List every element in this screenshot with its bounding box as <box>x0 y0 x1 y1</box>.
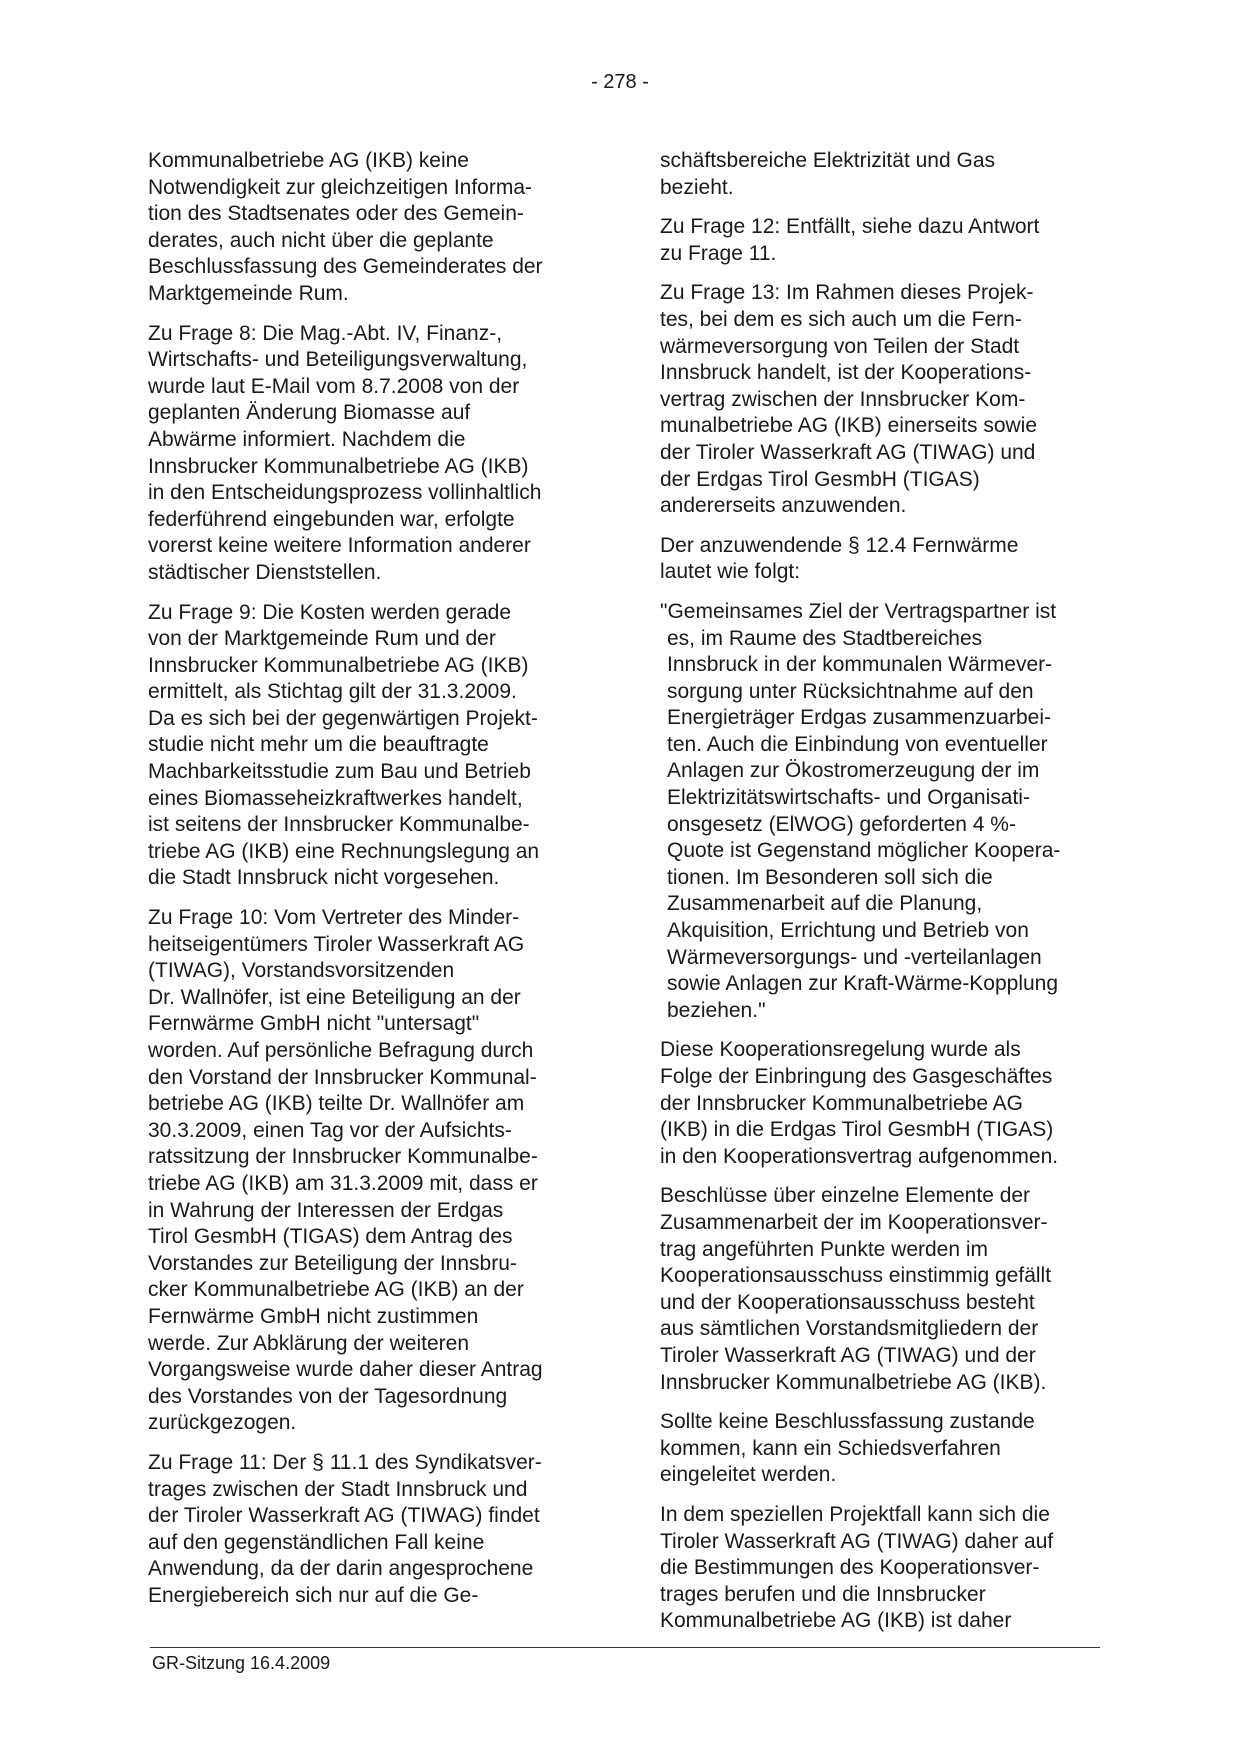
paragraph: Diese Kooperationsregelung wurde als Folge der Einbringung des Gasgeschäftes der Innsbrucker Kommunalbetriebe AG (IKB) in die Erdgas Tirol GesmbH (TIGAS) in den Kooperationsvertrag aufgenommen. <box>660 1038 1059 1168</box>
left-column <box>148 148 593 1622</box>
quote-paragraph: "Gemeinsames Ziel der Vertragspartner ist es, im Raume des Stadtbereiches Innsbruck in der kommunalen Wärmever- sorgung unter Rücksichtnahme auf den Energieträger Erdgas zusammenzuarbei- ten. Auch die Einbindung von eventueller Anlagen zur Ökostromerzeugung der im Elektrizitätswirtschafts- und Organisati- onsgesetz (ElWOG) geforderten 4 %- Quote ist Gegenstand möglicher Koopera- tionen. Im Besonderen soll sich die Zusammenarbeit auf die Planung, Akquisition, Errichtung und Betrieb von Wärmeversorgungs- und -verteilanlagen sowie Anlagen zur Kraft-Wärme-Kopplung beziehen." <box>660 599 1061 1022</box>
paragraph: Sollte keine Beschlussfassung zustande kommen, kann ein Schiedsverfahren eingeleitet werden. <box>660 1410 1035 1487</box>
paragraph-frage-11: Zu Frage 11: Der § 11.1 des Syndikatsver- trages zwischen der Stadt Innsbruck und der Tiroler Wasserkraft AG (TIWAG) findet auf den gegenständlichen Fall keine Anwendung, da der darin angesprochene Energiebereich sich nur auf die Ge- <box>148 1450 542 1607</box>
page-number: - 278 - <box>591 71 649 93</box>
paragraph-frage-13: Zu Frage 13: Im Rahmen dieses Projek- tes, bei dem es sich auch um die Fern- wärmeversorgung von Teilen der Stadt Innsbruck handelt, ist der Kooperations- vertrag zwischen der Innsbrucker Kom- munalbetriebe AG (IKB) einerseits sowie der Tiroler Wasserkraft AG (TIWAG) und der Erdgas Tirol GesmbH (TIGAS) andererseits anzuwenden. <box>660 281 1038 518</box>
paragraph: Der anzuwendende § 12.4 Fernwärme lautet wie folgt: <box>660 533 1019 584</box>
right-column <box>660 148 1110 1648</box>
paragraph-frage-10: Zu Frage 10: Vom Vertreter des Minder- heitseigentümers Tiroler Wasserkraft AG (TIWAG), Vorstandsvorsitzenden Dr. Wallnöfer, ist eine Beteiligung an der Fernwärme GmbH nicht "untersagt" worden. Auf persönliche Befragung durch den Vorstand der Innsbrucker Kommunal- betriebe AG (IKB) teilte Dr. Wallnöfer am 30.3.2009, einen Tag vor der Aufsichts- ratssitzung der Innsbrucker Kommunalbe- triebe AG (IKB) am 31.3.2009 mit, dass er in Wahrung der Interessen der Erdgas Tirol GesmbH (TIGAS) dem Antrag des Vorstandes zur Beteiligung der Innsbru- cker Kommunalbetriebe AG (IKB) an der Fernwärme GmbH nicht zustimmen werde. Zur Abklärung der weiteren Vorgangsweise wurde daher dieser Antrag des Vorstandes von der Tagesordnung zurückgezogen. <box>148 906 543 1435</box>
paragraph: Kommunalbetriebe AG (IKB) keine Notwendigkeit zur gleichzeitigen Informa- tion des Stadtsenates oder des Gemein- derates, auch nicht über die geplante Beschlussfassung des Gemeinderates der Marktgemeinde Rum. <box>148 149 543 305</box>
footer-text: GR-Sitzung 16.4.2009 <box>152 1653 331 1673</box>
paragraph: Beschlüsse über einzelne Elemente der Zusammenarbeit der im Kooperationsver- trag angeführten Punkte werden im Kooperationsausschuss einstimmig gefällt und der Kooperationsausschuss besteht aus sämtlichen Vorstandsmitgliedern der Tiroler Wasserkraft AG (TIWAG) und der Innsbrucker Kommunalbetriebe AG (IKB). <box>660 1184 1052 1394</box>
paragraph-frage-9: Zu Frage 9: Die Kosten werden gerade von der Marktgemeinde Rum und der Innsbrucker Kommunalbetriebe AG (IKB) ermittelt, als Stichtag gilt der 31.3.2009. Da es sich bei der gegenwärtigen Projekt- studie nicht mehr um die beauftragte Machbarkeitsstudie zum Bau und Betrieb eines Biomasseheizkraftwerkes handelt, ist seitens der Innsbrucker Kommunalbe- triebe AG (IKB) eine Rechnungslegung an die Stadt Innsbruck nicht vorgesehen. <box>148 600 540 890</box>
paragraph: schäftsbereiche Elektrizität und Gas bezieht. <box>660 149 995 199</box>
paragraph-frage-8: Zu Frage 8: Die Mag.-Abt. IV, Finanz-, Wirtschafts- und Beteiligungsverwaltung, wurde laut E-Mail vom 8.7.2008 von der geplanten Änderung Biomasse auf Abwärme informiert. Nachdem die Innsbrucker Kommunalbetriebe AG (IKB) in den Entscheidungsprozess vollinhaltlich federführend eingebunden war, erfolgte vorerst keine weitere Information anderer städtischer Dienststellen. <box>148 321 542 584</box>
paragraph: In dem speziellen Projektfall kann sich die Tiroler Wasserkraft AG (TIWAG) daher auf die Bestimmungen des Kooperationsver- trages berufen und die Innsbrucker Kommunalbetriebe AG (IKB) ist daher <box>660 1502 1054 1633</box>
footer-divider <box>150 1647 1100 1648</box>
paragraph-frage-12: Zu Frage 12: Entfällt, siehe dazu Antwort zu Frage 11. <box>660 215 1040 265</box>
